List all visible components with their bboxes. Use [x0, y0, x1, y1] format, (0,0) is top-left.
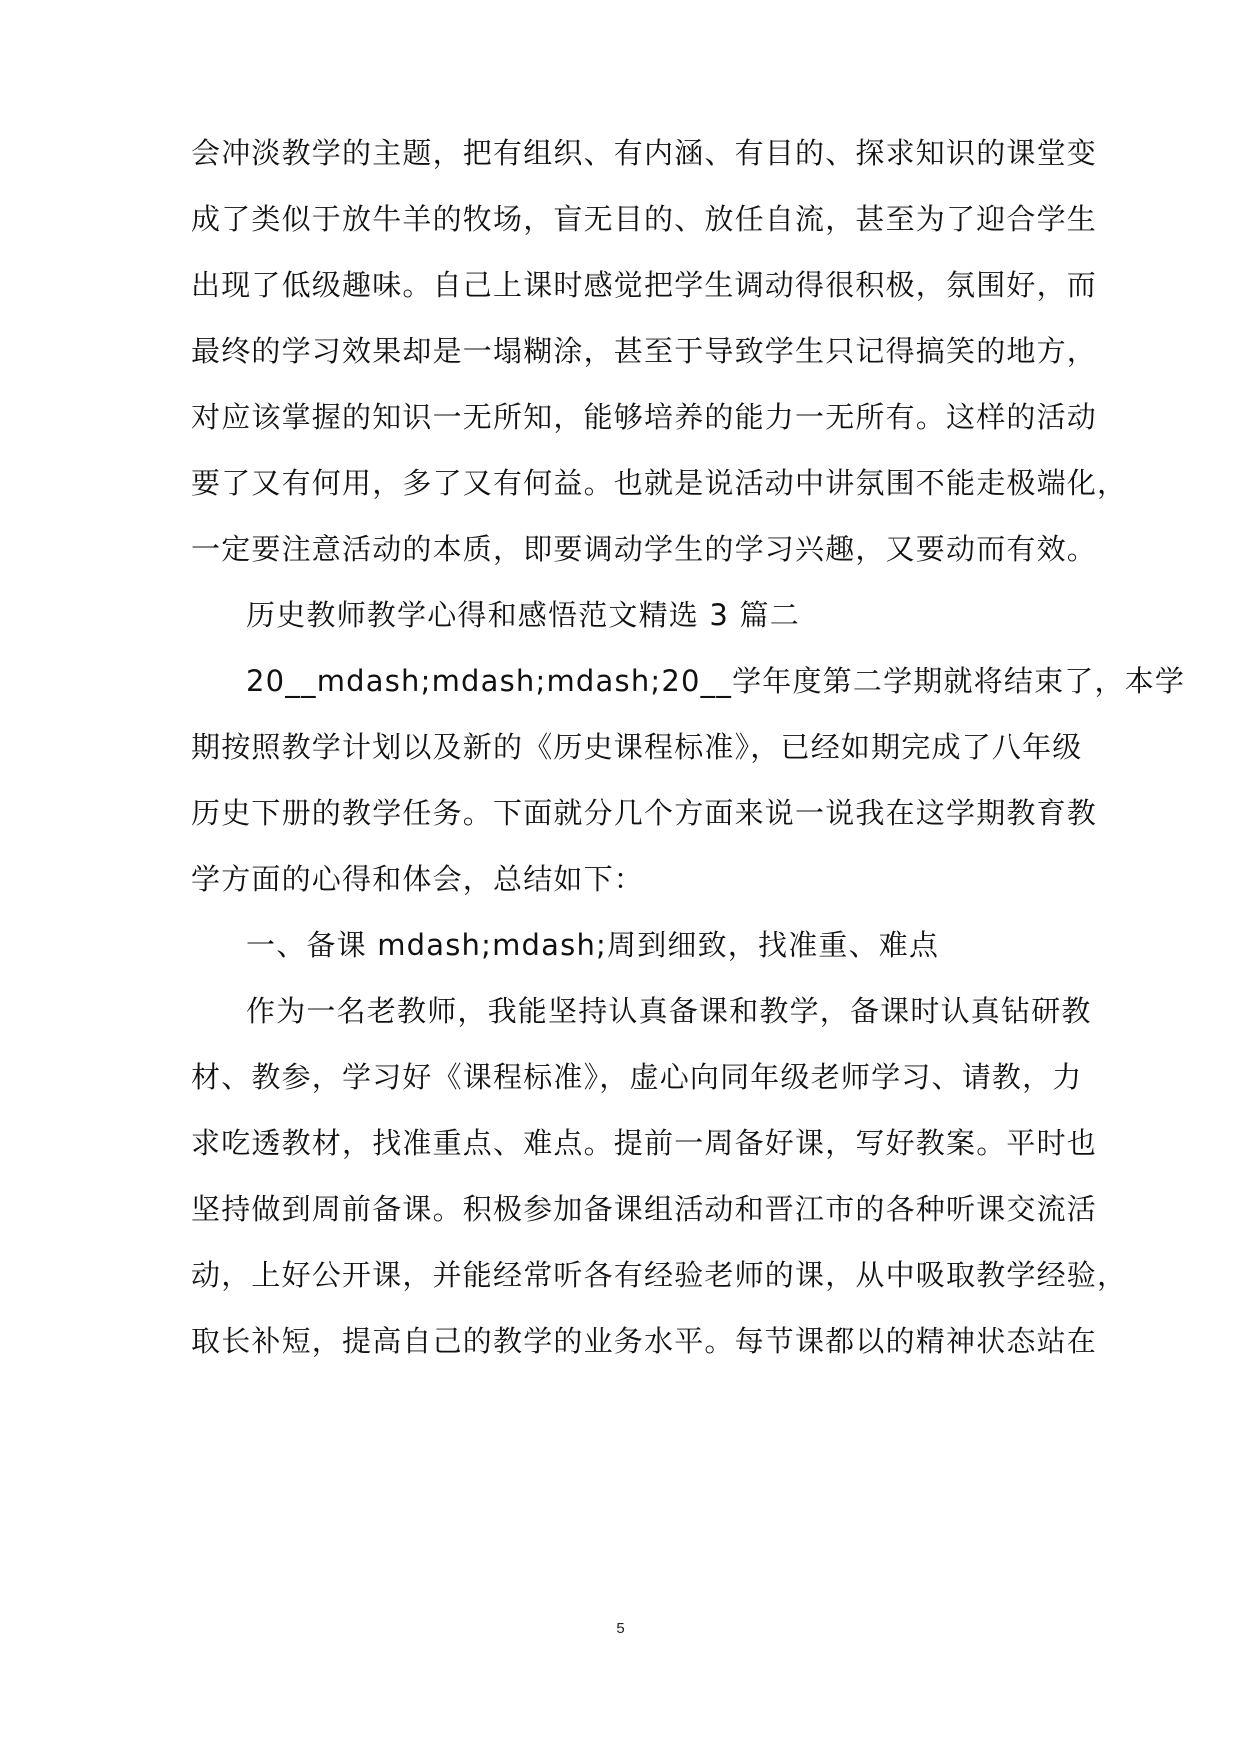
text-line: 要了又有何用，多了又有何益。也就是说活动中讲氛围不能走极端化， — [191, 466, 1128, 500]
text-line: 坚持做到周前备课。积极参加备课组活动和晋江市的各种听课交流活 — [191, 1192, 1098, 1226]
text-line: 20__mdash;mdash;mdash;20__学年度第二学期就将结束了，本学 — [246, 664, 1186, 698]
text-line: 成了类似于放牛羊的牧场，盲无目的、放任自流，甚至为了迎合学生 — [191, 202, 1098, 236]
text-line: 动，上好公开课，并能经常听各有经验老师的课，从中吸取教学经验， — [191, 1258, 1128, 1292]
text-line: 对应该掌握的知识一无所知，能够培养的能力一无所有。这样的活动 — [191, 400, 1098, 434]
text-line: 求吃透教材，找准重点、难点。提前一周备好课，写好教案。平时也 — [191, 1126, 1098, 1160]
text-line: 历史下册的教学任务。下面就分几个方面来说一说我在这学期教育教 — [191, 796, 1098, 830]
text-line: 取长补短，提高自己的教学的业务水平。每节课都以的精神状态站在 — [191, 1324, 1098, 1358]
text-line: 一定要注意活动的本质，即要调动学生的学习兴趣，又要动而有效。 — [191, 532, 1098, 566]
text-line: 会冲淡教学的主题，把有组织、有内涵、有目的、探求知识的课堂变 — [191, 136, 1098, 170]
section-heading: 历史教师教学心得和感悟范文精选 3 篇二 — [246, 598, 800, 632]
text-line: 作为一名老教师，我能坚持认真备课和教学，备课时认真钻研教 — [246, 994, 1092, 1028]
subsection-heading: 一、备课 mdash;mdash;周到细致，找准重、难点 — [246, 928, 940, 962]
text-line: 期按照教学计划以及新的《历史课程标准》，已经如期完成了八年级 — [191, 730, 1083, 764]
text-line: 出现了低级趣味。自己上课时感觉把学生调动得很积极，氛围好，而 — [191, 268, 1098, 302]
text-line: 材、教参，学习好《课程标准》，虚心向同年级老师学习、请教，力 — [191, 1060, 1083, 1094]
text-line: 最终的学习效果却是一塌糊涂，甚至于导致学生只记得搞笑的地方， — [191, 334, 1098, 368]
text-line: 学方面的心得和体会，总结如下： — [191, 862, 645, 896]
page-number: 5 — [616, 1620, 625, 1637]
